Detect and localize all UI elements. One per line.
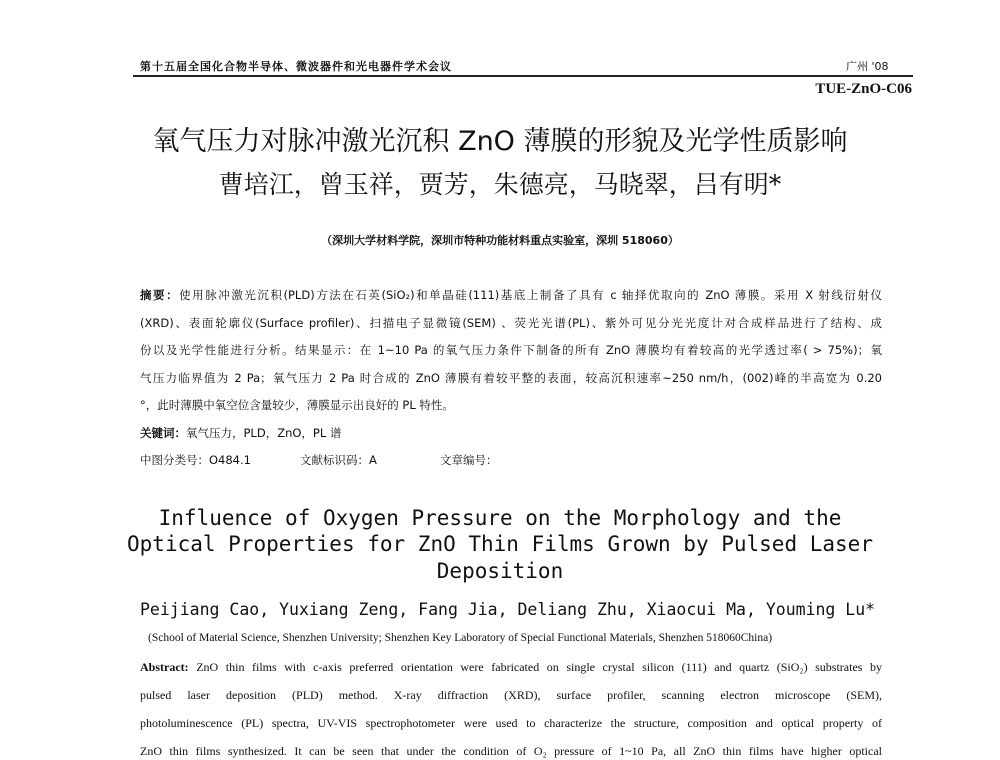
en-abstract-line: photoluminescence (PL) spectra, UV-VIS spectrophotometer were used to characterize the structure, composition and optical property of [140, 716, 882, 730]
en-abstract-label: Abstract: [140, 660, 189, 674]
english-title-line: Deposition [436, 559, 564, 583]
en-abstract-line [140, 660, 882, 675]
english-affiliation: (School of Material Science, Shenzhen University; Shenzhen Key Laboratory of Special Functional Materials, Shenzhen 518060China) [148, 632, 773, 644]
cn-abstract-label: 摘要： [140, 288, 180, 302]
cn-abstract-line [140, 287, 882, 303]
conference-location: 广州 '08 [846, 60, 889, 73]
chinese-affiliation: （深圳大学材料学院，深圳市特种功能材料重点实验室，深圳 518060） [321, 234, 679, 247]
english-authors: Peijiang Cao, Yuxiang Zeng, Fang Jia, Deliang Zhu, Xiaocui Ma, Youming Lu* [140, 600, 876, 619]
chinese-authors: 曹培江，曾玉祥，贾芳，朱德亮，马晓翠，吕有明* [218, 170, 782, 199]
keywords-text: 氧气压力，PLD，ZnO，PL 谱 [186, 426, 342, 440]
cn-keywords [140, 425, 341, 441]
chinese-title: 氧气压力对脉冲激光沉积 ZnO 薄膜的形貌及光学性质影响 [152, 126, 848, 157]
conference-header: 第十五届全国化合物半导体、微波器件和光电器件学术会议 [140, 60, 452, 73]
cn-abstract-line: (XRD)、表面轮廓仪(Surface profiler)、扫描电子显微镜(SEM) 、荧光光谱(PL)、紫外可见分光光度计对合成样品进行了结构、成 [140, 316, 882, 330]
header-rule [133, 75, 913, 77]
en-abstract-text: ZnO thin films with c-axis preferred orientation were fabricated on single crystal silicon (111) and quartz (SiO₂) substrates by [196, 660, 883, 674]
cn-abstract-line: 气压力临界值为 2 Pa；氧气压力 2 Pa 时合成的 ZnO 薄膜有着较平整的表面，较高沉积速率~250 nm/h，(002)峰的半高宽为 0.20 [140, 371, 882, 385]
cn-clc: 中图分类号：O484.1 [140, 453, 251, 467]
en-abstract-line: ZnO thin films synthesized. It can be seen that under the condition of O₂ pressure of 1~10 Pa, all ZnO thin films have higher optical [140, 744, 882, 758]
cn-doc-code: 文献标识码：A [300, 453, 377, 467]
keywords-label: 关键词： [140, 426, 186, 440]
cn-abstract-line: °，此时薄膜中氧空位含量较少，薄膜显示出良好的 PL 特性。 [140, 398, 454, 412]
cn-abstract-text: 使用脉冲激光沉积(PLD)方法在石英(SiO₂)和单晶硅(111)基底上制备了具有 c 轴择优取向的 ZnO 薄膜。采用 X 射线衍射仪 [179, 288, 882, 302]
cn-article-no: 文章编号： [440, 453, 498, 467]
paper-code: TUE-ZnO-C06 [815, 81, 912, 97]
en-abstract-line: pulsed laser deposition (PLD) method. X-ray diffraction (XRD), surface profiler, scanning electron microscope (SEM), [140, 688, 882, 702]
english-title-line: Influence of Oxygen Pressure on the Morphology and the [158, 506, 842, 530]
english-title-line: Optical Properties for ZnO Thin Films Grown by Pulsed Laser [127, 532, 873, 556]
cn-abstract-line: 份以及光学性能进行分析。结果显示：在 1~10 Pa 的氧气压力条件下制备的所有 ZnO 薄膜均有着较高的光学透过率( > 75%)；氧 [140, 343, 882, 357]
